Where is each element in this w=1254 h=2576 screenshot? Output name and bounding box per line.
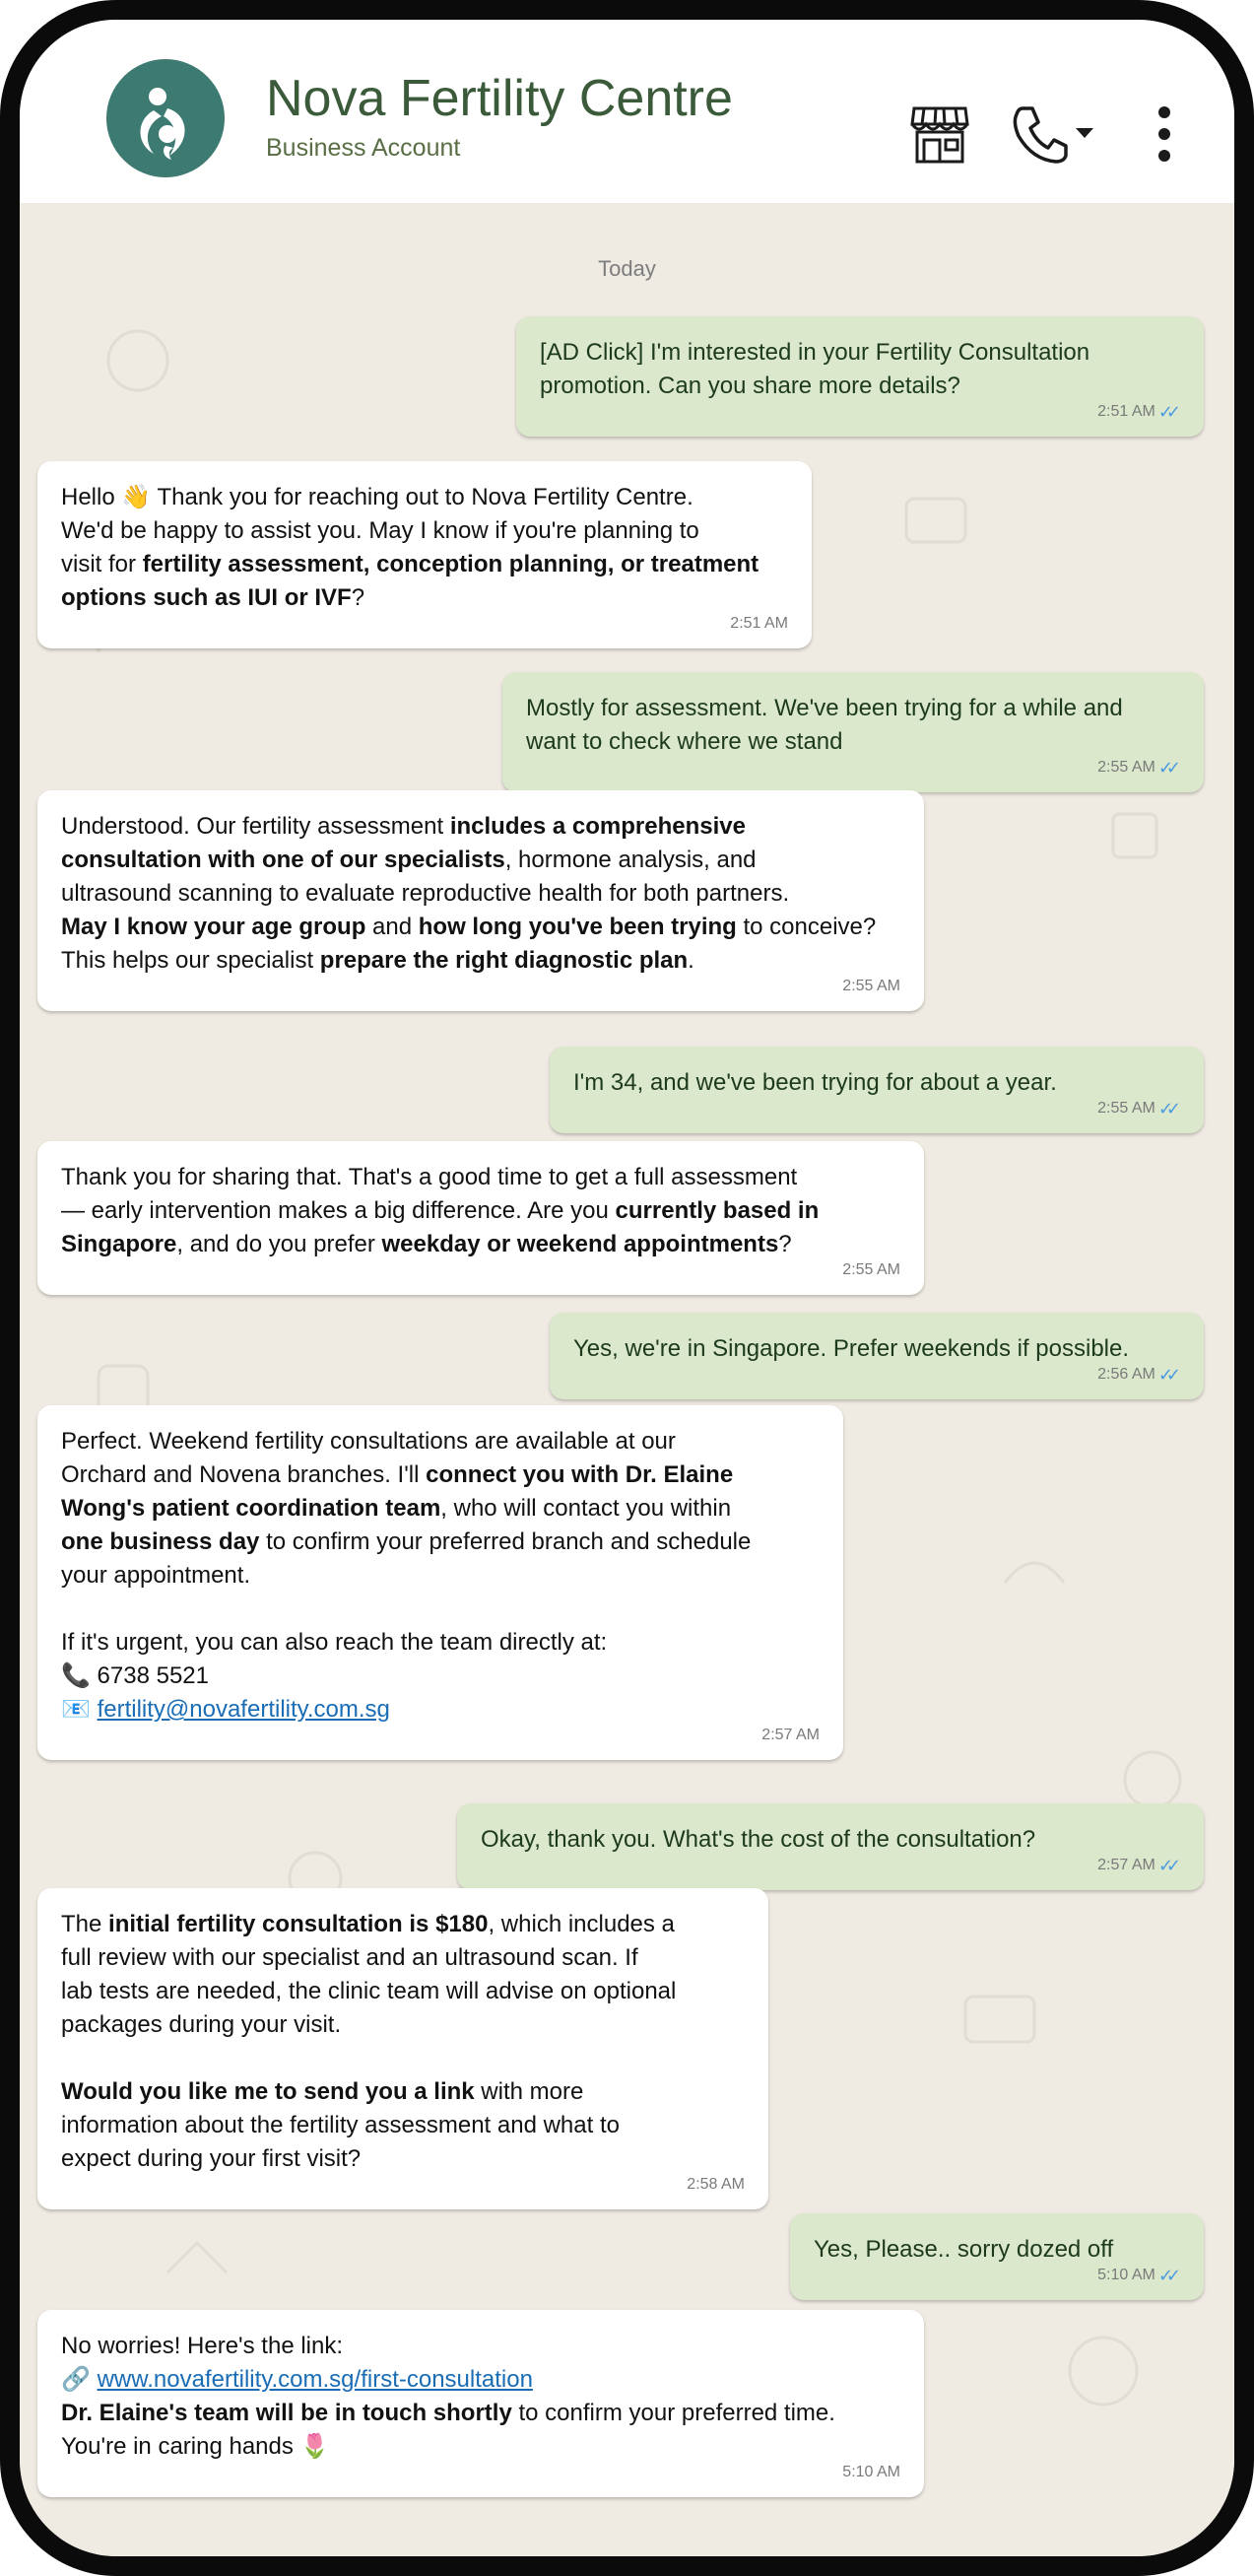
message-text-segment: I'm 34, and we've been trying for about a year.: [573, 1069, 1057, 1096]
outgoing-message[interactable]: [516, 316, 1204, 437]
incoming-message[interactable]: [37, 790, 924, 1011]
message-timestamp: [687, 2168, 745, 2202]
message-text-segment: Yes, Please.. sorry dozed off: [814, 2236, 1114, 2263]
message-timestamp: [1097, 395, 1180, 429]
timestamp-text: 2:51 AM: [730, 615, 788, 632]
message-text-bold: fertility assessment, conception planning, or treatment options such as IUI or IVF: [61, 551, 759, 611]
incoming-message[interactable]: [37, 1888, 768, 2209]
timestamp-text: 2:58 AM: [687, 2176, 745, 2193]
outgoing-message[interactable]: [550, 1047, 1204, 1133]
message-text-segment: , which includes a full review with our specialist and an ultrasound scan. If lab tests are needed, the clinic team will advise on optional packages during your visit.: [61, 1911, 677, 2038]
message-text: [573, 1066, 1180, 1100]
message-text-bold: connect you with Dr. Elaine Wong's patient coordination team: [61, 1461, 734, 1522]
message-timestamp: [842, 1254, 900, 1287]
timestamp-text: 5:10 AM: [842, 2464, 900, 2480]
message-text-bold: one business day: [61, 1528, 260, 1555]
message-text-segment: Okay, thank you. What's the cost of the consultation?: [481, 1826, 1036, 1853]
message-text: [540, 336, 1180, 403]
message-link[interactable]: fertility@novafertility.com.sg: [97, 1696, 390, 1723]
message-text-segment: , who will contact you within: [440, 1495, 732, 1522]
avatar[interactable]: [106, 59, 225, 177]
message-timestamp: [730, 607, 788, 641]
message-text-segment: .: [688, 947, 694, 974]
message-text: [481, 1823, 1180, 1857]
outgoing-message[interactable]: [550, 1313, 1204, 1399]
timestamp-text: 2:55 AM: [842, 978, 900, 994]
message-text-segment: Hello 👋 Thank you for reaching out to Nova Fertility Centre. We'd be happy to assist you. May I know if you're planning to visit for: [61, 484, 699, 577]
double-check-icon: ✓✓: [1157, 1856, 1174, 1875]
timestamp-text: 2:51 AM: [1097, 403, 1155, 420]
message-text-segment: Thank you for sharing that. That's a good time to get a full assessment — early intervention makes a big difference. Are you: [61, 1164, 798, 1224]
outgoing-message[interactable]: [790, 2213, 1204, 2300]
message-text-bold: Dr. Elaine's team will be in touch shortly: [61, 2400, 512, 2426]
fertility-logo-icon: [106, 59, 225, 177]
message-timestamp: [1097, 2259, 1180, 2292]
message-text: [61, 1908, 745, 2176]
message-text: [526, 692, 1180, 759]
message-text-segment: [AD Click] I'm interested in your Fertility Consultation promotion. Can you share more details?: [540, 339, 1090, 399]
timestamp-text: 2:57 AM: [761, 1727, 820, 1743]
outgoing-message[interactable]: [502, 672, 1204, 792]
double-check-icon: ✓✓: [1157, 2266, 1174, 2285]
message-text-bold: Would you like me to send you a link: [61, 2078, 475, 2105]
message-timestamp: [761, 1719, 820, 1752]
message-text-segment: No worries! Here's the link: 🔗: [61, 2333, 344, 2393]
incoming-message[interactable]: [37, 1405, 843, 1760]
message-text-segment: with more information about the fertility assessment and what to expect during your first visit?: [61, 2078, 620, 2172]
incoming-message[interactable]: [37, 461, 812, 648]
message-text-segment: , and do you prefer: [176, 1231, 382, 1257]
outgoing-message[interactable]: [457, 1803, 1204, 1890]
timestamp-text: 2:57 AM: [1097, 1857, 1155, 1873]
message-text-segment: to confirm your preferred time. You're in caring hands 🌷: [61, 2400, 835, 2460]
phone-icon[interactable]: [1011, 104, 1068, 170]
contact-name[interactable]: Nova Fertility Centre: [266, 70, 733, 127]
double-check-icon: ✓✓: [1157, 758, 1174, 778]
chat-area[interactable]: [20, 203, 1234, 2576]
message-text-bold: weekday or weekend appointments: [381, 1231, 779, 1257]
message-text-bold: May I know your age group: [61, 914, 366, 940]
message-timestamp: [1097, 1358, 1180, 1391]
timestamp-text: 5:10 AM: [1097, 2267, 1155, 2283]
message-text-segment: , hormone analysis, and ultrasound scanning to evaluate reproductive health for both partners.: [61, 847, 790, 907]
date-separator: Today: [598, 256, 656, 281]
incoming-message[interactable]: [37, 1141, 924, 1295]
message-text: [61, 810, 900, 978]
more-vertical-icon[interactable]: [1153, 104, 1176, 169]
message-text-segment: to confirm your preferred branch and schedule your appointment. If it's urgent, you can also reach the team directly at: 📞 6738 5521 📧: [61, 1528, 752, 1723]
message-text-bold: initial fertility consultation is $180: [108, 1911, 489, 1937]
chat-header: [20, 20, 1234, 203]
message-timestamp: [842, 970, 900, 1003]
message-text-segment: ?: [351, 584, 365, 611]
message-text: [573, 1332, 1180, 1366]
message-text-segment: Yes, we're in Singapore. Prefer weekends if possible.: [573, 1335, 1130, 1362]
message-text-segment: Mostly for assessment. We've been trying for a while and want to check where we stand: [526, 695, 1123, 755]
store-icon[interactable]: [910, 104, 969, 170]
message-text-segment: The: [61, 1911, 109, 1937]
timestamp-text: 2:56 AM: [1097, 1366, 1155, 1383]
timestamp-text: 2:55 AM: [1097, 759, 1155, 776]
double-check-icon: ✓✓: [1157, 1365, 1174, 1385]
incoming-message[interactable]: [37, 2310, 924, 2497]
message-text: [61, 481, 788, 615]
message-text: [61, 2330, 900, 2464]
message-text-segment: and: [365, 914, 419, 940]
account-type: Business Account: [266, 134, 461, 162]
double-check-icon: ✓✓: [1157, 1099, 1174, 1119]
timestamp-text: 2:55 AM: [1097, 1100, 1155, 1117]
message-timestamp: [842, 2456, 900, 2489]
message-text-bold: includes a comprehensive consultation with one of our specialists: [61, 813, 746, 873]
message-text-bold: prepare the right diagnostic plan: [319, 947, 689, 974]
timestamp-text: 2:55 AM: [842, 1261, 900, 1278]
double-check-icon: ✓✓: [1157, 402, 1174, 422]
message-text-segment: ?: [778, 1231, 792, 1257]
message-link[interactable]: www.novafertility.com.sg/first-consultation: [97, 2366, 533, 2393]
chevron-down-icon[interactable]: [1074, 126, 1095, 145]
message-text: [61, 1161, 900, 1261]
message-text-bold: how long you've been trying: [418, 914, 737, 940]
message-text: [61, 1425, 820, 1727]
message-text-segment: Understood. Our fertility assessment: [61, 813, 450, 840]
message-text-segment: to conceive? This helps our specialist: [61, 914, 877, 974]
message-text-bold: currently based in Singapore: [61, 1197, 820, 1257]
message-timestamp: [1097, 1092, 1180, 1125]
message-timestamp: [1097, 751, 1180, 784]
message-timestamp: [1097, 1849, 1180, 1882]
message-text-segment: Perfect. Weekend fertility consultations are available at our Orchard and Novena branches. I'll: [61, 1428, 676, 1488]
